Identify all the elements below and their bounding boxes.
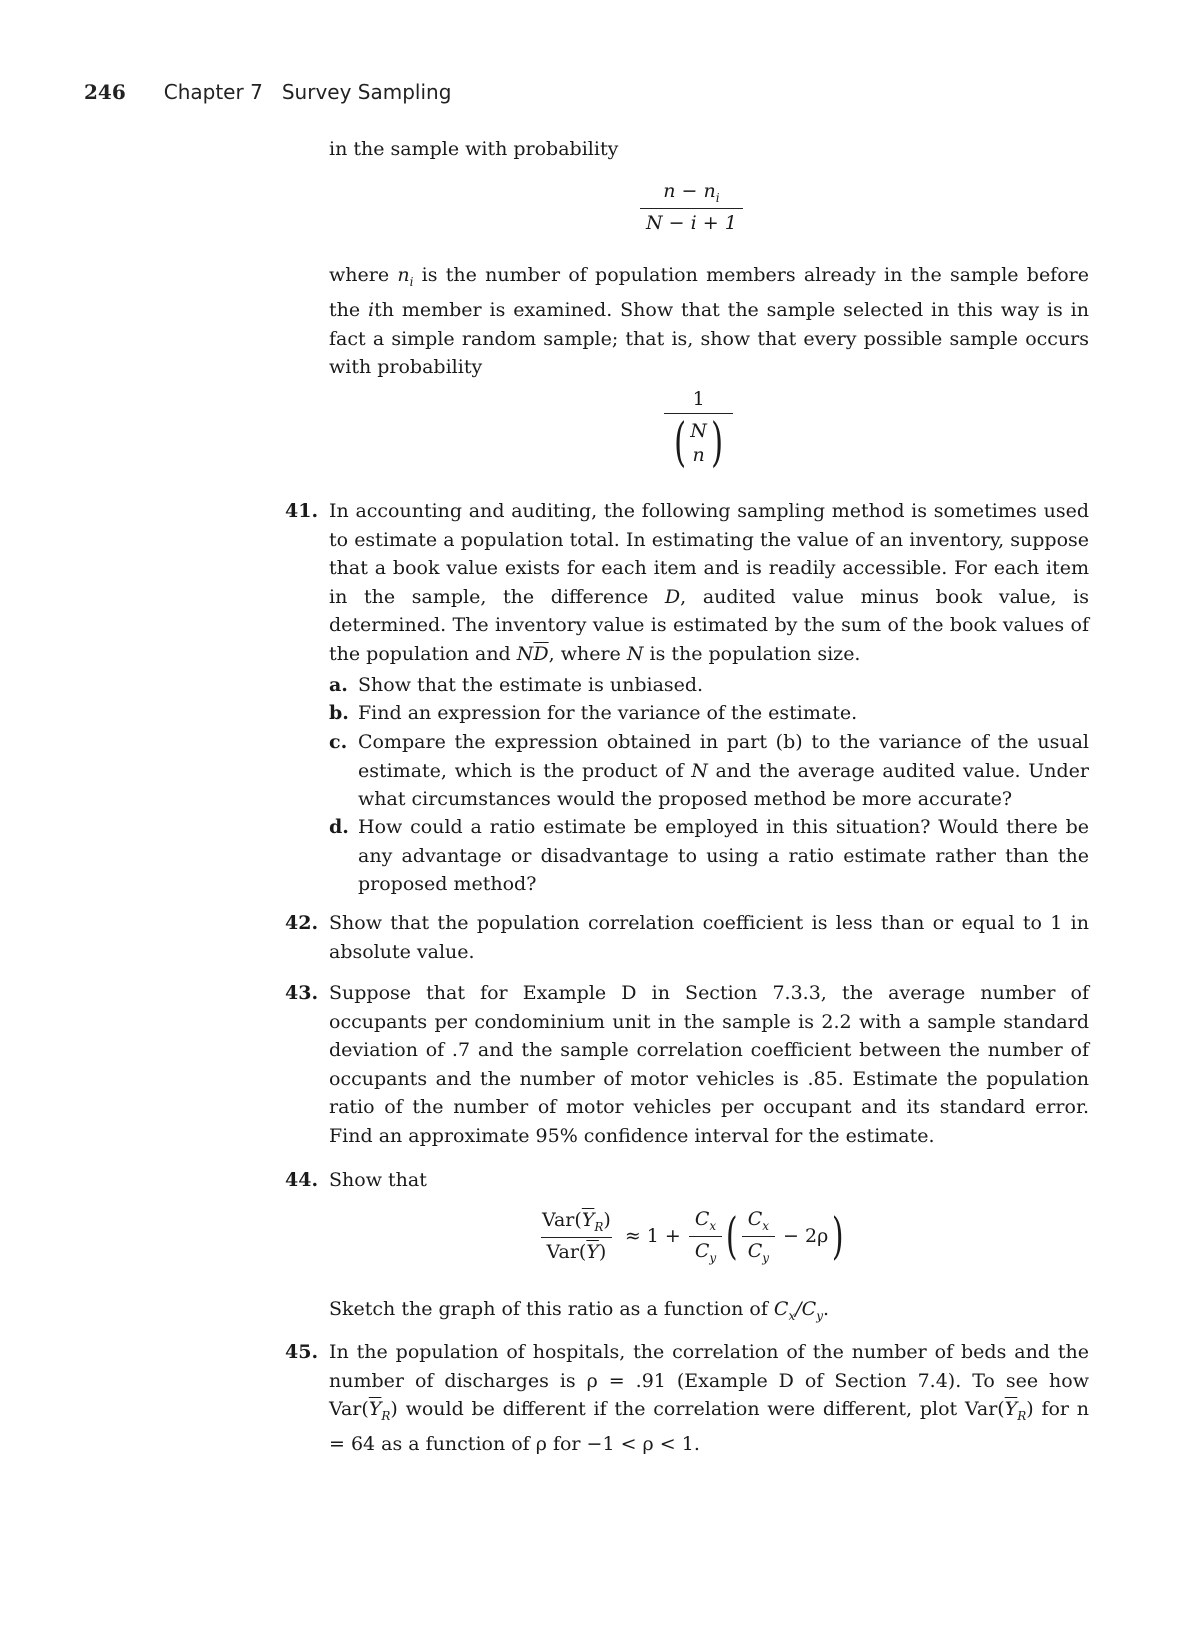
page-number: 246: [84, 80, 126, 104]
sketch-cy-sub: y: [816, 1308, 823, 1323]
intro-paragraph: [329, 261, 1089, 382]
intro-para-text2: th member is examined. Show that the sample selected in this way is in fact a simple random sample; that is, show that every possible sample occurs with probability: [329, 299, 1089, 379]
sym-n: n: [397, 264, 410, 286]
eq-ni-sub: i: [715, 190, 720, 205]
sym-n-sub: i: [409, 274, 414, 289]
word-where: where: [329, 264, 390, 286]
problem-44-sketch: Sketch the graph of this ratio as a function of $C_x/C_y$.: [329, 1298, 830, 1323]
running-head: [84, 80, 451, 104]
part-d-text: How could a ratio estimate be employed in this situation? Would there be any advantage or disadvantage to using a ratio estimate rather than the proposed method?: [358, 816, 1089, 895]
eq-minus: −: [681, 180, 698, 202]
equation-variance-ratio: $\frac{Var(\overline{Y}_R)}{Var(\overline{Y})}$ ≈ 1 + $\frac{C_x}{C_y}$ ( $\frac{C_x}{C_y}$ − 2ρ ): [542, 1207, 844, 1266]
eq-ni: n: [703, 180, 716, 202]
problem-44-text: Show that: [329, 1169, 427, 1191]
part-c-sym: N: [691, 759, 708, 782]
eq-approx: ≈ 1 +: [624, 1225, 681, 1248]
part-b-text: Find an expression for the variance of the estimate.: [358, 702, 858, 724]
chapter-title: Chapter 7 Survey Sampling: [163, 80, 452, 104]
part-c-text2: and the average audited value. Under what circumstances would the proposed method be more accurate?: [358, 759, 1089, 810]
part-c-text: [358, 728, 1089, 814]
eq-cy-2: C: [747, 1239, 763, 1262]
binom-top: N: [690, 420, 707, 442]
part-a-label: a.: [329, 674, 348, 696]
part-c-label: c.: [329, 731, 348, 753]
binom-bottom: n: [692, 444, 705, 466]
p41-text4: is the population size.: [649, 642, 861, 665]
part-d-label: d.: [329, 816, 349, 838]
part-a-text: Show that the estimate is unbiased.: [358, 674, 704, 696]
sketch-cx: C: [773, 1298, 789, 1320]
problem-45-text: [329, 1338, 1089, 1459]
sym-Dbar: $\overline{D}$: [533, 642, 549, 665]
intro-para-text: is the number of population members already in the sample before the: [329, 264, 1089, 322]
p45-ybar-sub: R: [381, 1408, 391, 1423]
eq-cy-sub: y: [709, 1250, 717, 1265]
problem-number-41: 41.: [285, 500, 319, 522]
p41-text2: , audited value minus book value, is determined. The inventory value is estimated by the sum of the book values of the population and: [329, 585, 1089, 665]
intro-line: in the sample with probability: [329, 138, 619, 160]
eq-cx: C: [694, 1208, 710, 1230]
eq-var-den: Var(: [546, 1241, 587, 1264]
eq-cy-sub-2: y: [762, 1250, 770, 1265]
eq-tail: − 2ρ: [783, 1225, 829, 1248]
part-b-label: b.: [329, 702, 349, 724]
problem-number-45: 45.: [285, 1341, 319, 1363]
problem-number-42: 42.: [285, 912, 319, 934]
p41-text3: , where: [548, 642, 621, 665]
p45-text2: ) would be different if the correlation were different, plot Var(: [390, 1398, 1005, 1420]
problem-43-text: Suppose that for Example D in Section 7.3.3, the average number of occupants per condominium unit in the sample is 2.2 with a sample standard deviation of .7 and the sample correlation coefficient between the number of occupants and the number of motor vehicles is .85. Estimate the population ratio of the number of motor vehicles per occupant and its standard error. Find an approximate 95% confidence interval for the estimate.: [329, 982, 1089, 1147]
eq-ybar: $\overline{Y}$: [586, 1241, 599, 1264]
eq-ybar-r-sub: R: [594, 1220, 604, 1235]
equation-binomial: 1 ( N n ): [664, 388, 733, 469]
eq-var-num: Var(: [542, 1209, 582, 1232]
p45-ybar-sub-2: R: [1017, 1408, 1027, 1423]
eq-cy: C: [694, 1239, 710, 1262]
sym-N: N: [516, 642, 534, 665]
sketch-text: Sketch the graph of this ratio as a function of: [329, 1298, 768, 1320]
eq-cx-sub: x: [709, 1218, 717, 1233]
sym-N2: N: [626, 642, 644, 665]
sketch-cx-sub: x: [788, 1308, 796, 1323]
eq-ybar-r: $\overline{Y}$: [581, 1209, 595, 1232]
eq-cx-2: C: [747, 1208, 763, 1230]
equation-probability: [640, 180, 743, 234]
sketch-cy: /C: [795, 1298, 817, 1320]
p41-text1: In accounting and auditing, the following sampling method is sometimes used to estimate a population total. In estimating the value of an inventory, suppose that a book value exists for each item and is readily accessible. For each item in the sample, the difference: [329, 500, 1089, 608]
sym-D: D: [664, 585, 681, 608]
p45-text3: ) for n = 64 as a function of ρ for −1 < ρ < 1.: [329, 1398, 1089, 1456]
part-c-text1: Compare the expression obtained in part (b) to the variance of the usual estimate, which is the product of: [358, 731, 1089, 782]
binom-numerator: 1: [692, 388, 705, 410]
p45-ybar: $\overline{Y}$: [368, 1398, 382, 1420]
p45-ybar-2: $\overline{Y}$: [1004, 1398, 1018, 1420]
problem-number-44: 44.: [285, 1169, 319, 1191]
problem-number-43: 43.: [285, 982, 319, 1004]
eq-cx-sub-2: x: [762, 1218, 770, 1233]
eq-n: n: [663, 180, 676, 202]
p45-text1: In the population of hospitals, the correlation of the number of beds and the number of discharges is ρ = .91 (Example D of Section 7.4). To see how Var(: [329, 1341, 1089, 1420]
problem-41-text: [329, 497, 1089, 668]
eq-denominator: N − i + 1: [640, 208, 743, 234]
problem-42-text: Show that the population correlation coefficient is less than or equal to 1 in absolute value.: [329, 912, 1089, 963]
sym-i: i: [368, 299, 375, 322]
